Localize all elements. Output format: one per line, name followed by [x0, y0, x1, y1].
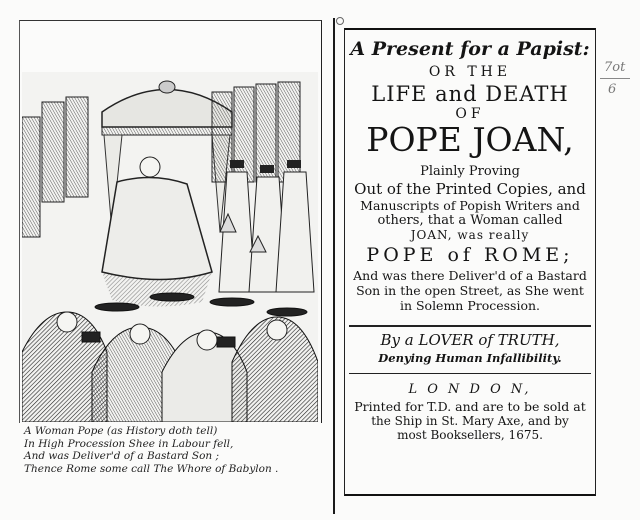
body-line-3: Manuscripts of Popish Writers and: [360, 198, 580, 213]
title-of: OF: [455, 106, 485, 122]
imprint-line-1: Printed for T.D. and are to be sold at: [354, 399, 586, 414]
caption-line-1: A Woman Pope (as History doth tell): [24, 425, 218, 437]
body-line-2: Out of the Printed Copies, and: [354, 180, 586, 198]
title-or-the: OR THE: [428, 64, 512, 80]
body-line-1: Plainly Proving: [420, 164, 520, 179]
imprint-city: L O N D O N,: [408, 382, 532, 397]
pope-of-rome: POPE of ROME;: [366, 244, 574, 266]
body-line-5: JOAN, was really: [410, 228, 530, 242]
page-gutter: [333, 18, 335, 514]
margin-annotation-rule: [600, 78, 630, 79]
margin-annotation-top: 7ot: [604, 60, 626, 75]
caption-line-4: Thence Rome some call The Whore of Babylon .: [24, 462, 279, 475]
author-line: By a LOVER of TRUTH,: [380, 330, 560, 349]
imprint-line-3: most Booksellers, 1675.: [397, 428, 543, 442]
margin-annotation-bottom: 6: [608, 82, 617, 97]
caption-line-3: And was Deliver'd of a Bastard Son ;: [24, 450, 220, 462]
title-life-and-death: LIFE and DEATH: [371, 82, 569, 106]
title-page: [344, 28, 596, 496]
illustration-caption: [24, 425, 324, 475]
woodcut-illustration: [22, 72, 318, 422]
divider-rule-1: [349, 325, 591, 327]
delivered-line-1: And was there Deliver'd of a Bastard: [353, 268, 587, 283]
author-subline: Denying Human Infallibility.: [378, 350, 562, 365]
imprint-line-2: the Ship in St. Mary Axe, and by: [371, 414, 569, 428]
binding-hole: [336, 17, 344, 25]
margin-annotation: [604, 60, 626, 97]
delivered-line-2: Son in the open Street, as She went: [356, 283, 584, 298]
caption-line-2: In High Procession Shee in Labour fell,: [24, 437, 234, 450]
title-pope-joan: POPE JOAN,: [366, 120, 574, 159]
title-present: A Present for a Papist:: [350, 38, 590, 60]
divider-rule-2: [349, 373, 591, 375]
body-line-4: others, that a Woman called: [377, 213, 563, 228]
delivered-line-3: in Solemn Procession.: [399, 298, 541, 313]
